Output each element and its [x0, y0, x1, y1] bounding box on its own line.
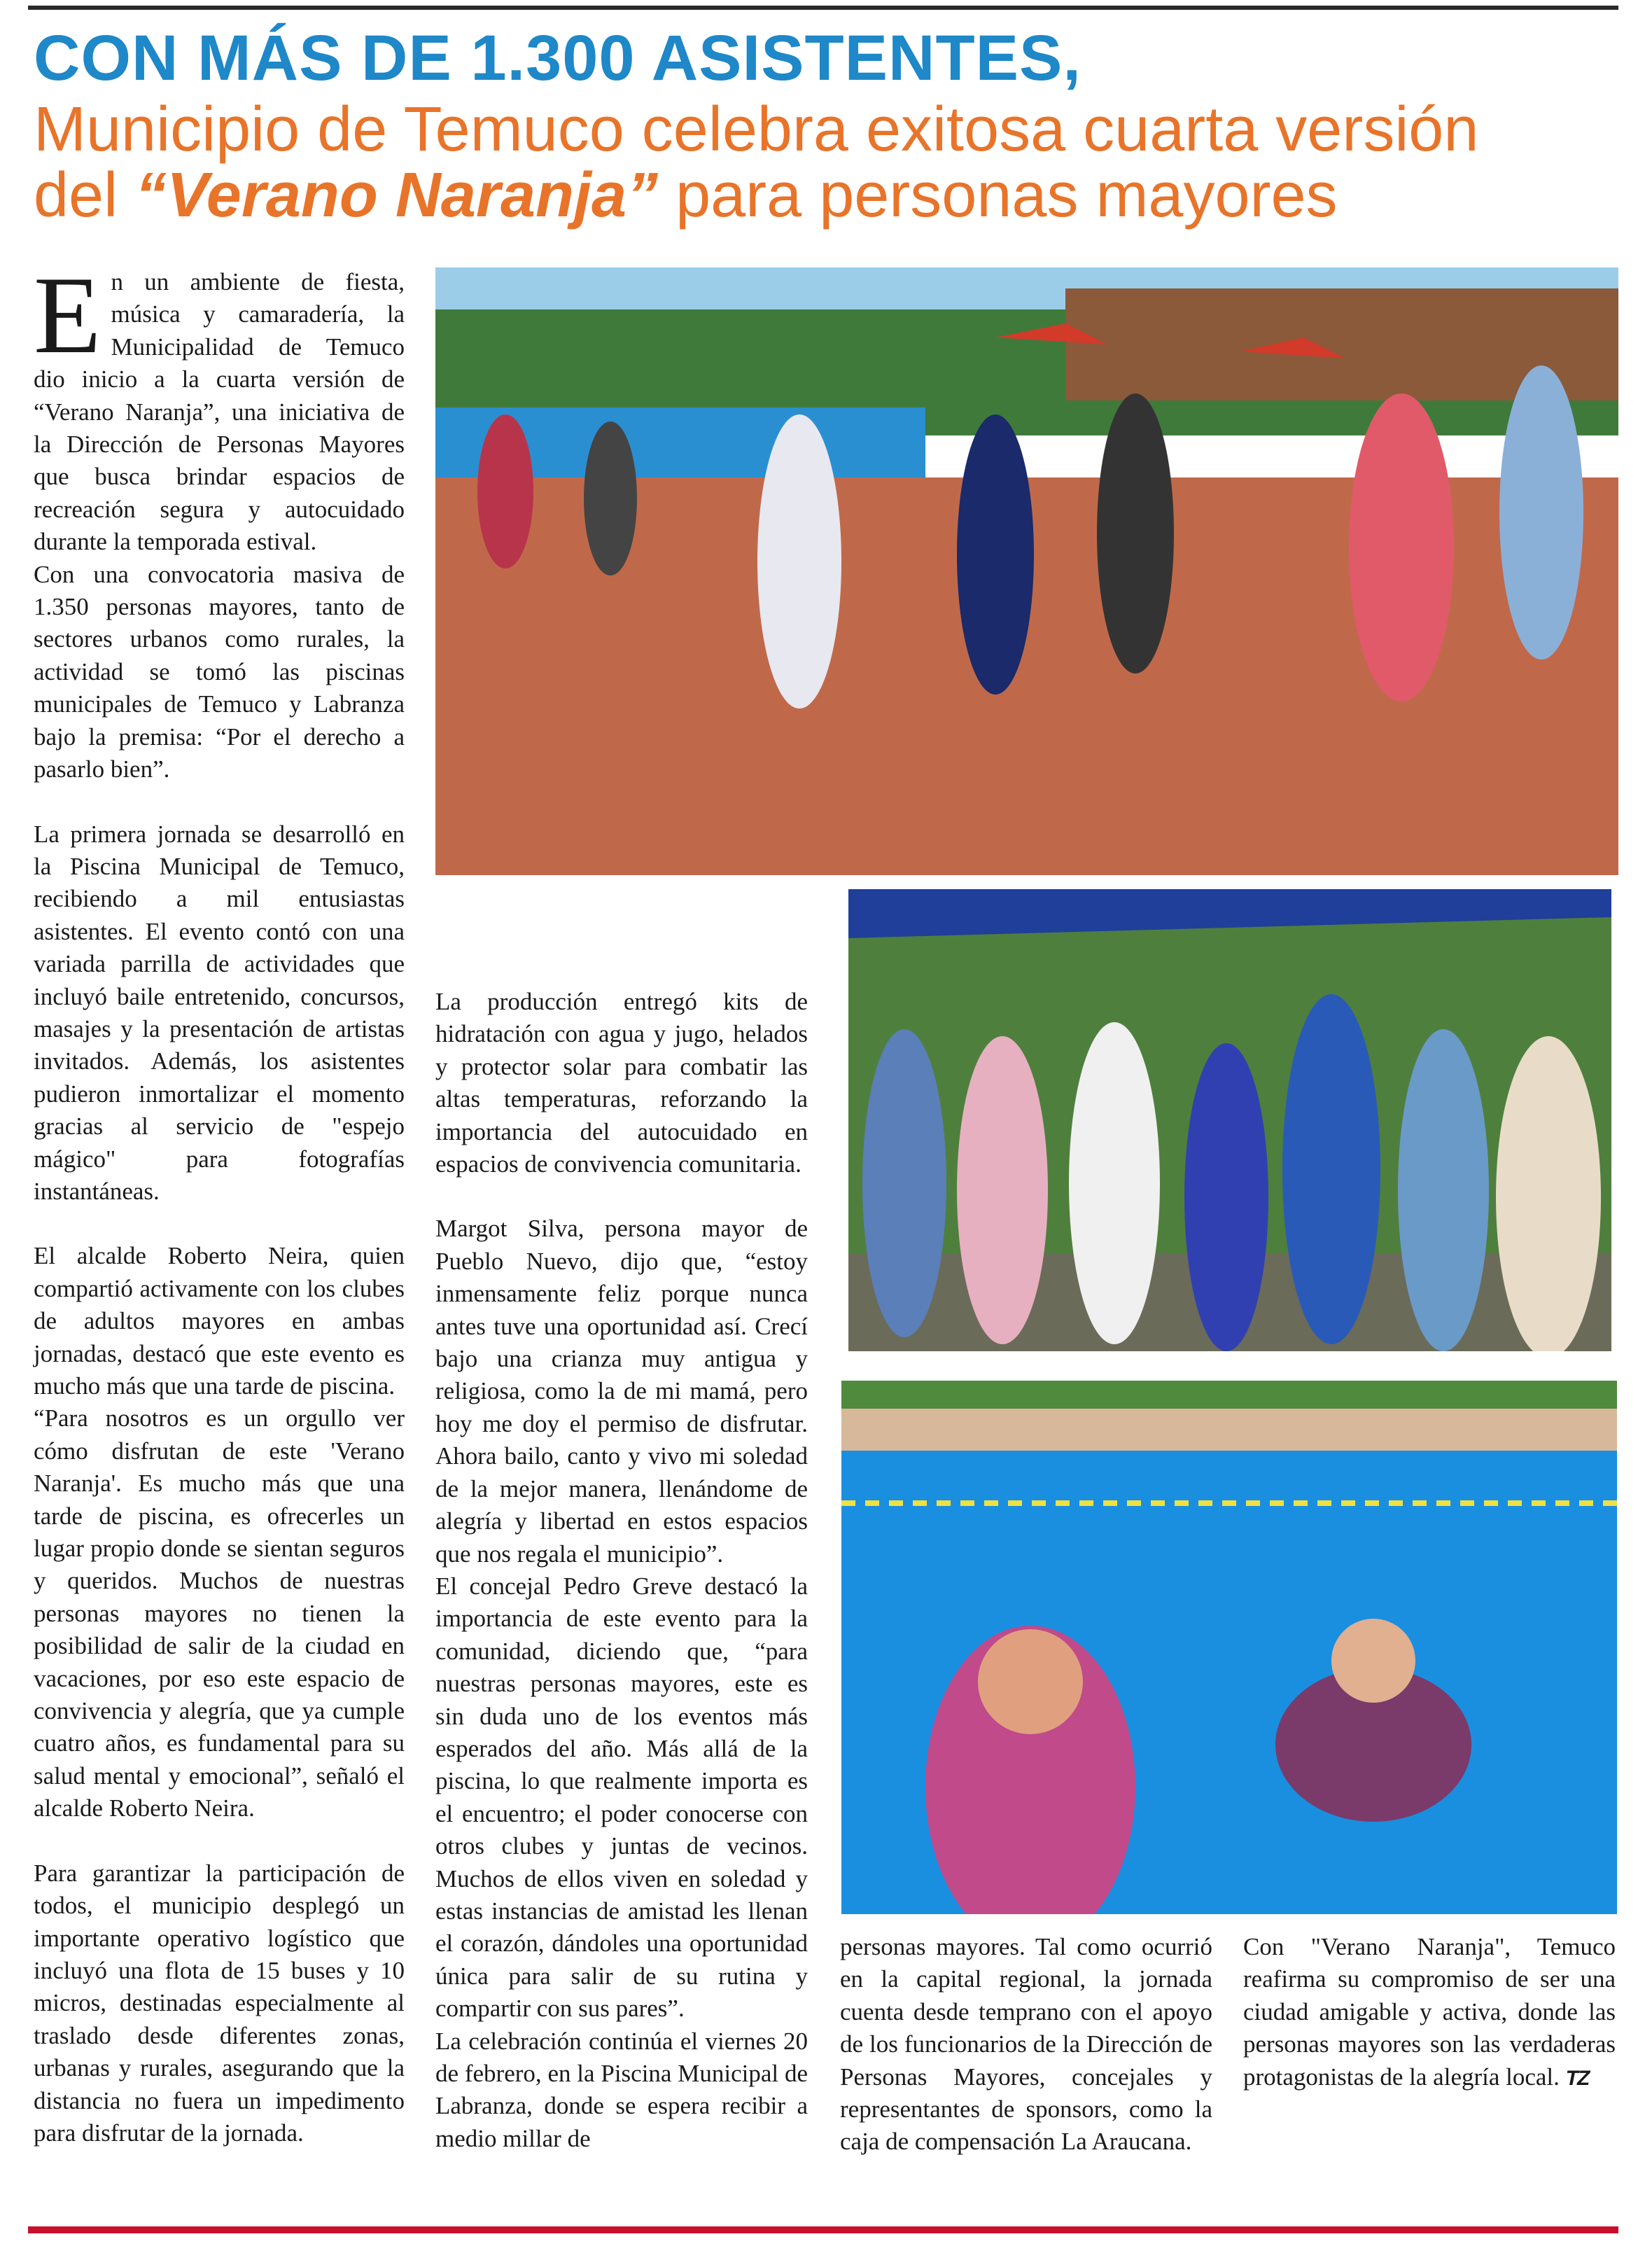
bottom-rule: [28, 2226, 1618, 2233]
article-column-4: [1243, 1931, 1616, 2095]
paragraph: El alcalde Roberto Neira, quien compartió activamente con los clubes de adultos mayores en ambas jornadas, destacó que este evento es mucho más que una tarde de piscina.: [34, 1242, 405, 1400]
photo-group-under-tent: [848, 889, 1611, 1351]
photo-swimmers-in-pool: [841, 1381, 1617, 1914]
headline: [34, 20, 1623, 228]
paragraph: Con una convocatoria masiva de 1.350 personas mayores, tanto de sectores urbanos como rurales, la actividad se tomó las piscinas municipales de Temuco y Labranza bajo la premisa: “Por el derecho a pasarlo bien”.: [34, 560, 405, 783]
headline-title-line-1: Municipio de Temuco celebra exitosa cuarta versión: [34, 95, 1479, 165]
paragraph: Margot Silva, persona mayor de Pueblo Nuevo, dijo que, “estoy inmensamente feliz porque nunca antes tuve una oportunidad así. Crecí bajo una crianza muy antigua y religiosa, como la de mi mamá, pero hoy me doy el permiso de disfrutar. Ahora bailo, canto y vivo mi soledad de la mejor manera, llenándome de alegría y libertad en estos espacios que nos regala el municipio”.: [435, 1215, 808, 1568]
publication-logo: TZ: [1565, 2066, 1589, 2090]
article-column-2: [435, 986, 808, 2155]
paragraph: “Para nosotros es un orgullo ver cómo disfrutan de este 'Verano Naranja'. Es mucho más que una tarde de piscina, es ofrecerles un lugar propio donde se sientan seguros y queridos. Muchos de nuestras personas mayores no tienen la posibilidad de salir de la ciudad en vacaciones, por eso este espacio de convivencia y alegría, que ya cumple cuatro años, es fundamental para su salud mental y emocional”, señaló el alcalde Roberto Neira.: [34, 1404, 405, 1822]
paragraph: La celebración continúa el viernes 20 de febrero, en la Piscina Municipal de Labranza, donde se espera recibir a medio millar de: [435, 2027, 808, 2152]
paragraph: La producción entregó kits de hidratación con agua y jugo, helados y protector solar para combatir las altas temperaturas, reforzando la importancia del autocuidado en espacios de convivencia comunitaria.: [435, 988, 808, 1178]
headline-title-line-2: del “Verano Naranja” para personas mayores: [34, 160, 1338, 230]
paragraph: Con "Verano Naranja", Temuco reafirma su compromiso de ser una ciudad amigable y activa, donde las personas mayores son las verdaderas protagonistas de la alegría local. TZ: [1243, 1931, 1616, 2095]
paragraph: La primera jornada se desarrolló en la Piscina Municipal de Temuco, recibiendo a mil entusiastas asistentes. El evento contó con una variada parrilla de actividades que incluyó baile entretenido, concursos, masajes y la presentación de artistas invitados. Además, los asistentes pudieron inmortalizar el momento gracias al servicio de "espejo mágico" para fotografías instantáneas.: [34, 820, 405, 1205]
top-rule: [28, 6, 1618, 10]
photo-dancing-at-pool: [435, 267, 1618, 875]
paragraph: personas mayores. Tal como ocurrió en la capital regional, la jornada cuenta desde temprano con el apoyo de los funcionarios de la Dirección de Personas Mayores, concejales y representantes de sponsors, como la caja de compensación La Araucana.: [840, 1933, 1212, 2156]
article-column-3: [840, 1931, 1212, 2158]
paragraph: Para garantizar la participación de todos, el municipio desplegó un importante operativo logístico que incluyó una flota de 15 buses y 10 micros, destinadas especialmente al traslado desde diferentes zonas, urbanas y rurales, asegurando que la distancia no fuera un impedimento para disfrutar de la jornada.: [34, 1859, 405, 2147]
article-column-1: [34, 254, 405, 2149]
paragraph: El concejal Pedro Greve destacó la importancia de este evento para la comunidad, diciendo que, “para nuestras personas mayores, este es sin duda uno de los eventos más esperados del año. Más allá de la piscina, lo que realmente importa es el encuentro; el poder conocerse con otros clubes y juntas de vecinos. Muchos de ellos viven en soledad y estas instancias de amistad les llenan el corazón, dándoles una oportunidad única para salir de su rutina y compartir con sus pares”.: [435, 1572, 808, 2023]
headline-emphasis: “Verano Naranja”: [135, 160, 659, 230]
drop-cap: E: [34, 254, 102, 377]
paragraph: n un ambiente de fiesta, música y camaradería, la Municipalidad de Temuco dio inicio a la cuarta versión de “Verano Naranja”, una iniciativa de la Dirección de Personas Mayores que busca brindar espacios de recreación segura y autocuidado durante la temporada estival.: [34, 268, 405, 556]
headline-kicker: CON MÁS DE 1.300 ASISTENTES,: [34, 22, 1082, 94]
